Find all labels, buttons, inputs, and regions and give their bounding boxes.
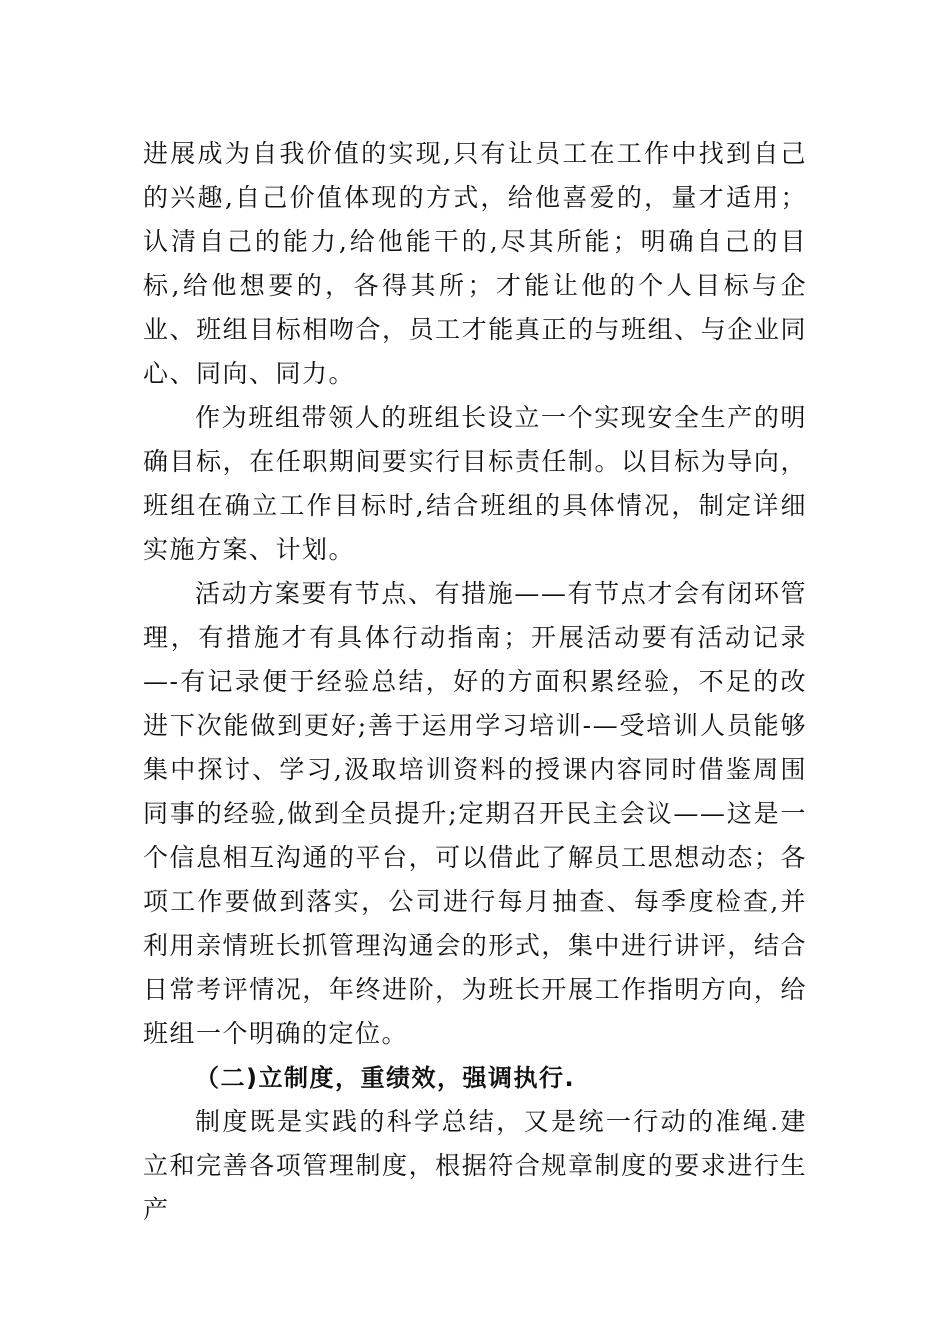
document-body <box>143 132 807 1232</box>
paragraph-3: 活动方案要有节点、有措施——有节点才会有闭环管理，有措施才有具体行动指南；开展活动要有活动记录—-有记录便于经验总结，好的方面积累经验，不足的改进下次能做到更好;善于运用学习培训-—受培训人员能够集中探讨、学习,汲取培训资料的授课内容同时借鉴周围同事的经验,做到全员提升;定期召开民主会议——这是一个信息相互沟通的平台，可以借此了解员工思想动态；各项工作要做到落实，公司进行每月抽查、每季度检查,并利用亲情班长抓管理沟通会的形式，集中进行讲评，结合日常考评情况，年终进阶，为班长开展工作指明方向，给班组一个明确的定位。 <box>143 579 807 1048</box>
paragraph-4: 制度既是实践的科学总结，又是统一行动的准绳.建立和完善各项管理制度，根据符合规章制度的要求进行生产 <box>143 1107 807 1224</box>
paragraph-2: 作为班组带领人的班组长设立一个实现安全生产的明确目标，在任职期间要实行目标责任制。以目标为导向，班组在确立工作目标时,结合班组的具体情况，制定详细实施方案、计划。 <box>143 403 807 564</box>
section-heading: （二)立制度，重绩效，强调执行. <box>195 1064 576 1092</box>
paragraph-1: 进展成为自我价值的实现,只有让员工在工作中找到自己的兴趣,自己价值体现的方式，给他喜爱的，量才适用；认清自己的能力,给他能干的,尽其所能；明确自己的目标,给他想要的，各得其所；才能让他的个人目标与企业、班组目标相吻合，员工才能真正的与班组、与企业同心、同向、同力。 <box>143 139 807 388</box>
